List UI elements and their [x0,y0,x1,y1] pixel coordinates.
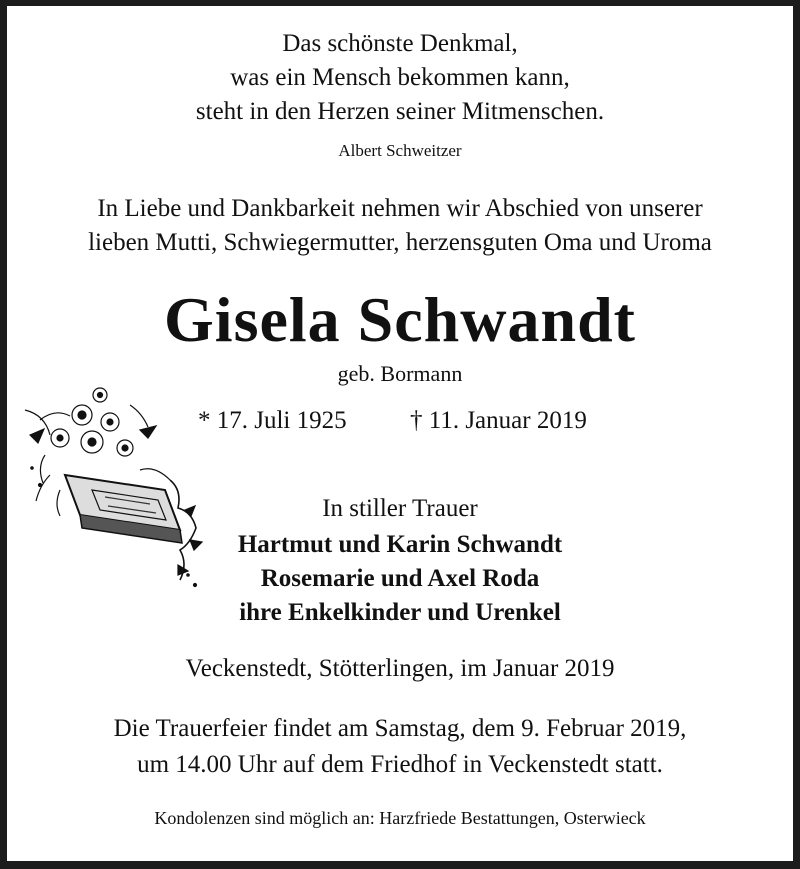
quote-author: Albert Schweitzer [338,141,462,160]
mourner-2: Rosemarie und Axel Roda [260,565,540,592]
mourner-1: Hartmut und Karin Schwandt [237,531,563,558]
intro-line-1: In Liebe und Dankbarkeit nehmen wir Abschied von unserer [97,195,703,222]
place-date: Veckenstedt, Stötterlingen, im Januar 2019 [185,655,615,682]
ceremony-line-1: Die Trauerfeier findet am Samstag, dem 9. Februar 2019, [113,715,687,742]
intro-line-2: lieben Mutti, Schwiegermutter, herzensguten Oma und Uroma [88,229,712,256]
quote-line-3: steht in den Herzen seiner Mitmenschen. [195,98,605,125]
condolences-note: Kondolenzen sind möglich an: Harzfriede Bestattungen, Osterwieck [154,808,646,828]
quote-line-1: Das schönste Denkmal, [282,30,518,57]
ceremony-line-2: um 14.00 Uhr auf dem Friedhof in Veckenstedt statt. [137,751,663,778]
mourners-heading: In stiller Trauer [322,495,478,522]
birth-date: * 17. Juli 1925 [198,407,347,434]
flowers-on-grave-stone-icon [20,380,210,595]
quote-line-2: was ein Mensch bekommen kann, [230,64,570,91]
deceased-name: Gisela Schwandt [164,284,636,355]
birth-name: geb. Bormann [337,361,463,386]
mourner-3: ihre Enkelkinder und Urenkel [239,599,561,626]
death-date: † 11. Januar 2019 [410,407,587,434]
